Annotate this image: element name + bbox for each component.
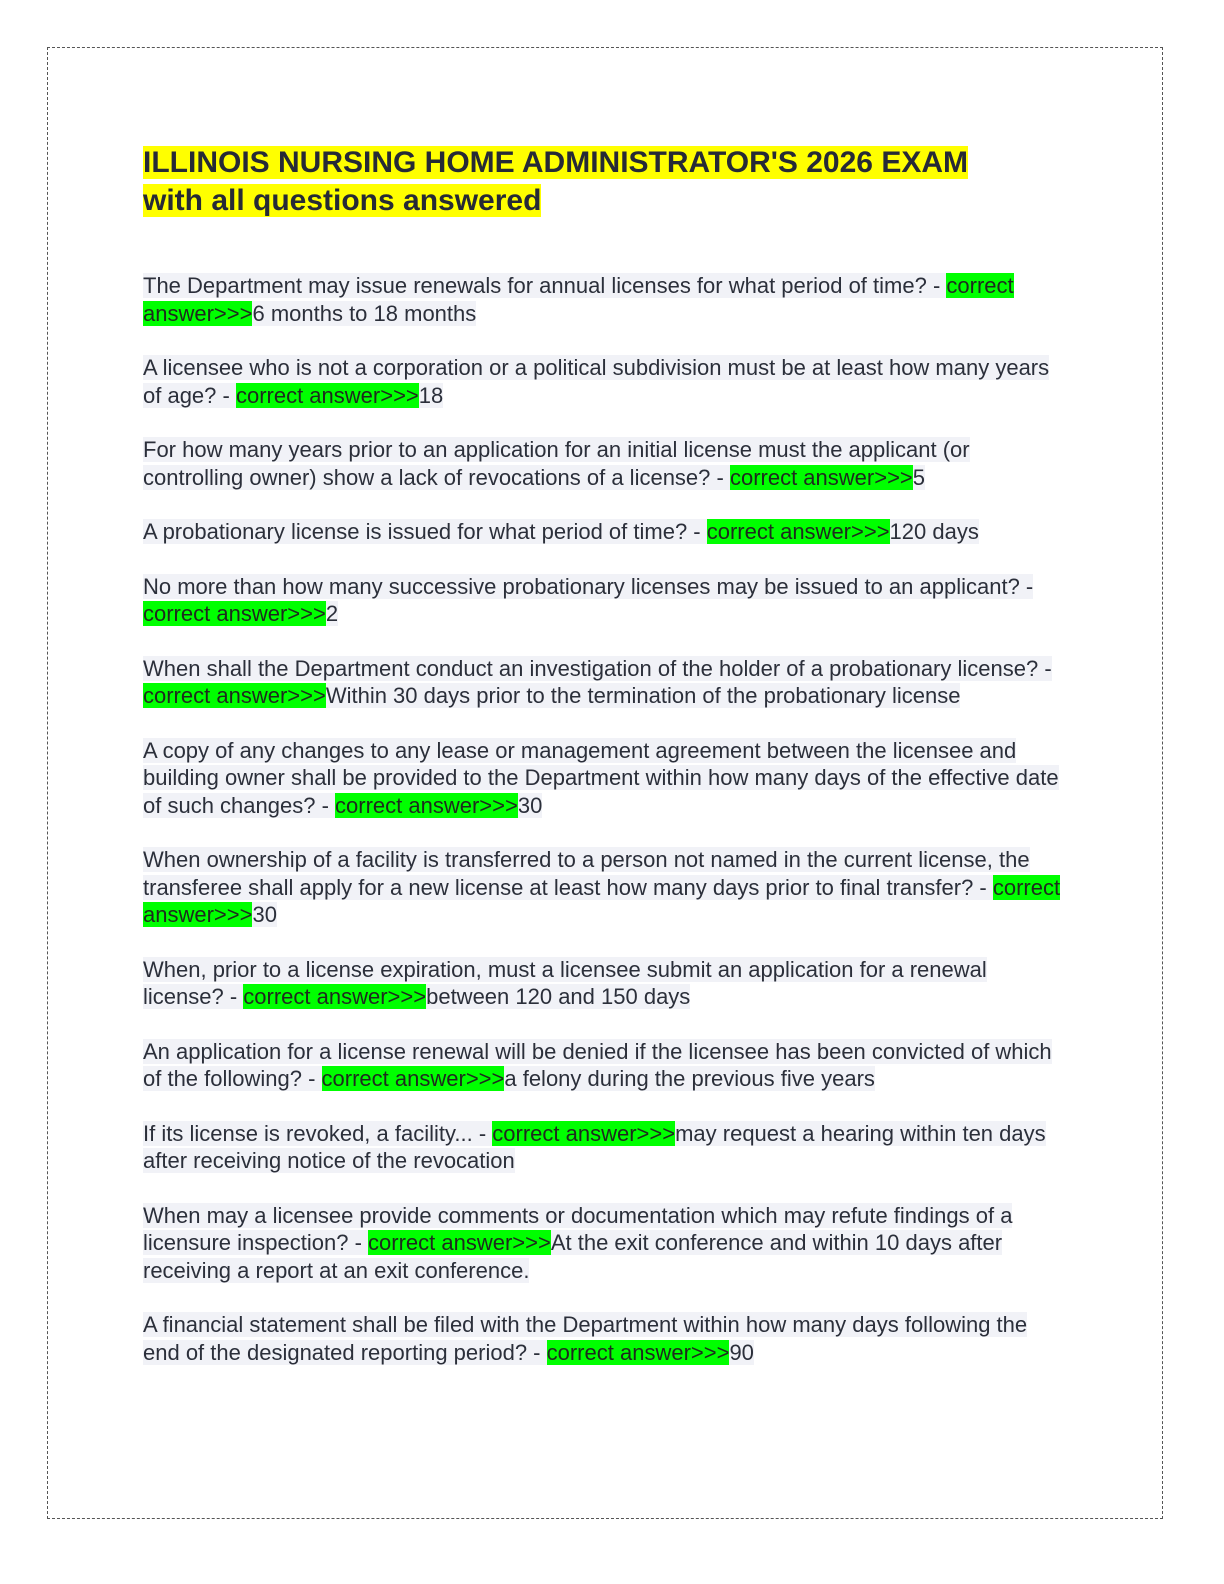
answer-marker: correct answer>>> — [143, 273, 1014, 326]
qa-item — [143, 655, 1068, 710]
question-text: When, prior to a license expiration, must a licensee submit an application for a renewal license? - — [143, 956, 987, 1009]
answer-text: 30 — [517, 792, 543, 818]
answer-text: Within 30 days prior to the termination of the probationary license — [325, 683, 961, 708]
answer-text: 90 — [729, 1339, 754, 1365]
question-text: When shall the Department conduct an investigation of the holder of a probationary license? - — [143, 655, 1052, 681]
question-text: When ownership of a facility is transferred to a person not named in the current license, the transferee shall apply for a new license at least how many days prior to final transfer? - — [143, 847, 1030, 900]
qa-item — [143, 436, 1068, 491]
answer-text: At the exit conference and within 10 days after receiving a report at an exit conference. — [143, 1230, 1003, 1283]
qa-item — [143, 272, 1068, 327]
question-text: For how many years prior to an application for an initial license must the applicant (or controlling owner) show a lack of revocations of a license? - — [143, 437, 970, 490]
qa-item — [143, 956, 1068, 1011]
answer-text: a felony during the previous five years — [504, 1066, 875, 1091]
question-text: A probationary license is issued for what period of time? - — [143, 519, 707, 544]
answer-marker: correct answer>>> — [321, 1066, 505, 1091]
answer-marker: correct answer>>> — [492, 1120, 676, 1146]
answer-marker: correct answer>>> — [729, 464, 913, 490]
question-text: A copy of any changes to any lease or management agreement between the licensee and building owner shall be provided to the Department within how many days of the effective date of such changes? - — [143, 737, 1059, 818]
answer-marker: correct answer>>> — [235, 382, 419, 408]
question-text: When may a licensee provide comments or documentation which may refute findings of a licensure inspection? - — [143, 1202, 1013, 1255]
answer-text: 2 — [325, 601, 339, 626]
qa-item — [143, 1202, 1068, 1285]
document-title — [143, 144, 1068, 220]
question-text: No more than how many successive probationary licenses may be issued to an applicant? - — [143, 573, 1034, 599]
title-line-2: with all questions answered — [143, 184, 542, 217]
answer-text: may request a hearing within ten days after receiving notice of the revocation — [143, 1120, 1046, 1173]
answer-marker: correct answer>>> — [335, 792, 518, 818]
qa-item — [143, 354, 1068, 409]
question-text: The Department may issue renewals for annual licenses for what period of time? - — [143, 273, 947, 298]
qa-item — [143, 1311, 1068, 1366]
answer-text: 30 — [252, 902, 277, 927]
qa-item — [143, 518, 1068, 546]
answer-marker: correct answer>>> — [706, 519, 890, 544]
qa-item — [143, 1120, 1068, 1175]
title-line-1: ILLINOIS NURSING HOME ADMINISTRATOR'S 2026 EXAM — [143, 146, 968, 179]
answer-marker: correct answer>>> — [368, 1230, 551, 1255]
qa-item — [143, 1038, 1068, 1093]
answer-text: 120 days — [889, 519, 979, 544]
answer-marker: correct answer>>> — [143, 601, 326, 626]
question-text: A licensee who is not a corporation or a political subdivision must be at least how many years of age? - — [143, 355, 1050, 408]
answer-text: 18 — [418, 382, 444, 408]
answer-text: 6 months to 18 months — [252, 300, 477, 326]
question-text: A financial statement shall be filed with the Department within how many days following the end of the designated reporting period? - — [143, 1312, 1028, 1365]
answer-text: between 120 and 150 days — [426, 984, 691, 1009]
answer-marker: correct answer>>> — [546, 1339, 730, 1365]
question-text: An application for a license renewal will be denied if the licensee has been convicted of which of the following? - — [143, 1038, 1052, 1091]
answer-marker: correct answer>>> — [143, 874, 1061, 927]
qa-item — [143, 846, 1068, 929]
qa-item — [143, 737, 1068, 820]
answer-marker: correct answer>>> — [143, 683, 326, 708]
document-body — [143, 144, 1068, 1393]
qa-item — [143, 573, 1068, 628]
answer-marker: correct answer>>> — [243, 984, 427, 1009]
answer-text: 5 — [912, 464, 926, 490]
qa-list — [143, 272, 1068, 1366]
question-text: If its license is revoked, a facility... - — [143, 1120, 493, 1146]
